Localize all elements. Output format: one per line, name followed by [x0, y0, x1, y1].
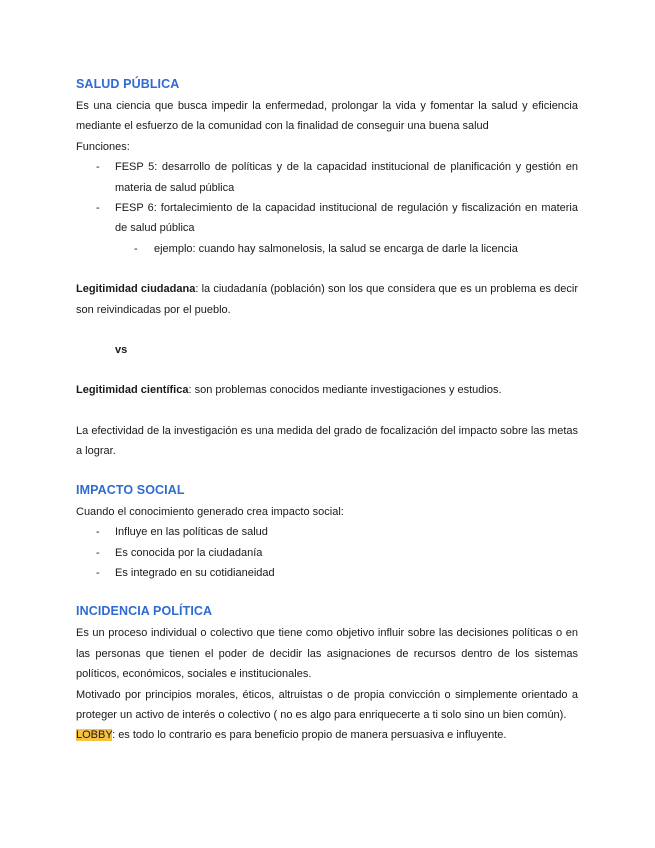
list-item: - Es integrado en su cotidianeidad	[76, 563, 578, 583]
dash-bullet: -	[96, 202, 100, 215]
legitimidad-ciudadana: Legitimidad ciudadana: la ciudadanía (población) son los que considera que es un problema es decir son reivindicadas por el pueblo.	[76, 283, 579, 316]
list-item: - Influye en las políticas de salud	[76, 522, 578, 542]
dash-bullet: -	[96, 566, 100, 579]
impacto-social-intro: Cuando el conocimiento generado crea impacto social:	[76, 505, 344, 518]
term-bold: Legitimidad ciudadana	[76, 283, 196, 296]
lobby-paragraph: LOBBY: es todo lo contrario es para beneficio propio de manera persuasiva e influyente.	[76, 729, 507, 742]
efectividad-paragraph: La efectividad de la investigación es una medida del grado de focalización del impacto sobre las metas a lograr.	[76, 424, 578, 458]
section-title-impacto-social: IMPACTO SOCIAL	[76, 482, 185, 497]
spacer	[76, 462, 578, 482]
impacto-social-list	[76, 522, 578, 583]
spacer	[76, 320, 578, 340]
dash-bullet: -	[96, 546, 100, 559]
dash-bullet: -	[96, 161, 100, 174]
list-item: - Es conocida por la ciudadanía	[76, 543, 578, 563]
term-bold: Legitimidad científica	[76, 384, 189, 397]
list-item: - ejemplo: cuando hay salmonelosis, la salud se encarga de darle la licencia	[76, 239, 578, 259]
dash-bullet: -	[96, 526, 100, 539]
spacer	[76, 259, 578, 279]
document-body	[76, 76, 578, 746]
funciones-sublist	[76, 239, 578, 259]
salud-publica-definition: Es una ciencia que busca impedir la enfermedad, prolongar la vida y fomentar la salud y eficiencia mediante el esfuerzo de la comunidad con la finalidad de conseguir una buena salud	[76, 100, 578, 133]
legitimidad-cientifica: Legitimidad científica: son problemas conocidos mediante investigaciones y estudios.	[76, 384, 502, 397]
section-title-incidencia-politica: INCIDENCIA POLÍTICA	[76, 604, 213, 619]
incidencia-definition: Es un proceso individual o colectivo que tiene como objetivo influir sobre las decisiones políticas o en las personas que tienen el poder de decidir las asignaciones de recursos dentro de los sistemas políticos, económicos, sociales e institucionales.	[76, 627, 578, 681]
list-item: - FESP 5: desarrollo de políticas y de la capacidad institucional de planificación y gestión en materia de salud pública	[76, 157, 578, 198]
incidencia-motivation: Motivado por principios morales, éticos, altruistas o de propia convicción o simplemente orientado a proteger un activo de interés o colectivo ( no es algo para enriquecerte a ti solo sino un bien común).	[76, 688, 578, 721]
section-title-salud-publica: SALUD PÚBLICA	[76, 77, 180, 91]
funciones-list	[76, 157, 578, 239]
funciones-label: Funciones:	[76, 140, 130, 153]
spacer	[76, 360, 578, 380]
spacer	[76, 401, 578, 421]
dash-bullet: -	[134, 242, 138, 255]
versus-label: vs	[115, 344, 128, 357]
lobby-highlight: LOBBY	[76, 729, 113, 742]
spacer	[76, 583, 578, 603]
list-item: - FESP 6: fortalecimiento de la capacidad institucional de regulación y fiscalización en materia de salud pública	[76, 198, 578, 239]
